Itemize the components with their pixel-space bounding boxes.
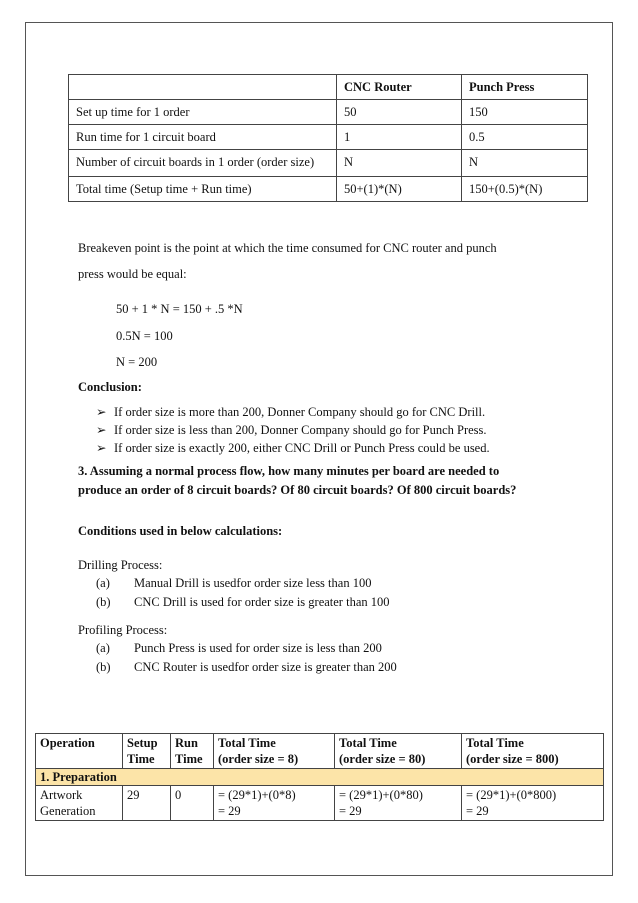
table-cell: N — [337, 150, 462, 177]
table-row — [69, 177, 588, 202]
bullet-text: If order size is more than 200, Donner Company should go for CNC Drill. — [114, 405, 486, 419]
header-operation: Operation — [36, 734, 123, 769]
header-total-time-80: Total Time (order size = 80) — [335, 734, 462, 769]
equation-2: 0.5N = 100 — [116, 329, 173, 343]
table-cell: 50 — [337, 100, 462, 125]
table-cell: Run time for 1 circuit board — [69, 125, 337, 150]
run-cell: 0 — [171, 786, 214, 821]
drilling-text-b: CNC Drill is used for order size is greater than 100 — [134, 595, 390, 609]
breakeven-text-line2: press would be equal: — [78, 267, 187, 281]
table-cell: 150+(0.5)*(N) — [462, 177, 588, 202]
operations-header-row — [36, 734, 604, 769]
section-preparation: 1. Preparation — [36, 769, 604, 786]
header-setup-time: Setup Time — [123, 734, 171, 769]
drilling-heading: Drilling Process: — [78, 558, 163, 572]
equation-1: 50 + 1 * N = 150 + .5 *N — [116, 302, 243, 316]
table-cell: 150 — [462, 100, 588, 125]
bullet-text: If order size is less than 200, Donner Company should go for Punch Press. — [114, 423, 487, 437]
conclusion-bullet — [96, 440, 490, 456]
table-header-row — [69, 75, 588, 100]
equation-3: N = 200 — [116, 355, 158, 369]
arrow-bullet-icon: ➢ — [96, 423, 107, 437]
table-cell: 0.5 — [462, 125, 588, 150]
header-cell: Punch Press — [462, 75, 588, 100]
drilling-text-a: Manual Drill is usedfor order size less than 100 — [134, 576, 372, 590]
header-run-time: Run Time — [171, 734, 214, 769]
setup-cell: 29 — [123, 786, 171, 821]
total-80-cell: = (29*1)+(0*80) = 29 — [335, 786, 462, 821]
table-cell: N — [462, 150, 588, 177]
table-cell: Total time (Setup time + Run time) — [69, 177, 337, 202]
total-800-cell: = (29*1)+(0*800) = 29 — [462, 786, 604, 821]
table-cell: 1 — [337, 125, 462, 150]
table-row — [69, 125, 588, 150]
drilling-label-a: (a) — [96, 576, 110, 590]
header-total-time-8: Total Time (order size = 8) — [214, 734, 335, 769]
profiling-label-b: (b) — [96, 660, 111, 674]
conditions-heading: Conditions used in below calculations: — [78, 524, 283, 538]
profiling-heading: Profiling Process: — [78, 623, 168, 637]
table-row — [69, 100, 588, 125]
drilling-label-b: (b) — [96, 595, 111, 609]
profiling-text-b: CNC Router is usedfor order size is greater than 200 — [134, 660, 397, 674]
header-total-time-800: Total Time (order size = 800) — [462, 734, 604, 769]
total-8-cell: = (29*1)+(0*8) = 29 — [214, 786, 335, 821]
table-row — [36, 786, 604, 821]
operations-table — [35, 733, 604, 821]
conclusion-heading: Conclusion: — [78, 380, 142, 394]
operation-cell: Artwork Generation — [36, 786, 123, 821]
table-cell: 50+(1)*(N) — [337, 177, 462, 202]
comparison-table — [68, 74, 588, 202]
table-cell: Set up time for 1 order — [69, 100, 337, 125]
section-row — [36, 769, 604, 786]
profiling-text-a: Punch Press is used for order size is less than 200 — [134, 641, 382, 655]
conclusion-bullet — [96, 422, 487, 438]
table-row — [69, 150, 588, 177]
question-line1: 3. Assuming a normal process flow, how many minutes per board are needed to — [78, 464, 500, 478]
header-cell: CNC Router — [337, 75, 462, 100]
table-cell: Number of circuit boards in 1 order (order size) — [69, 150, 337, 177]
arrow-bullet-icon: ➢ — [96, 441, 107, 455]
conclusion-bullet — [96, 404, 485, 420]
arrow-bullet-icon: ➢ — [96, 405, 107, 419]
question-line2: produce an order of 8 circuit boards? Of 80 circuit boards? Of 800 circuit boards? — [78, 483, 517, 497]
bullet-text: If order size is exactly 200, either CNC Drill or Punch Press could be used. — [114, 441, 490, 455]
breakeven-text-line1: Breakeven point is the point at which the time consumed for CNC router and punch — [78, 241, 497, 255]
profiling-label-a: (a) — [96, 641, 110, 655]
header-cell — [69, 75, 337, 100]
